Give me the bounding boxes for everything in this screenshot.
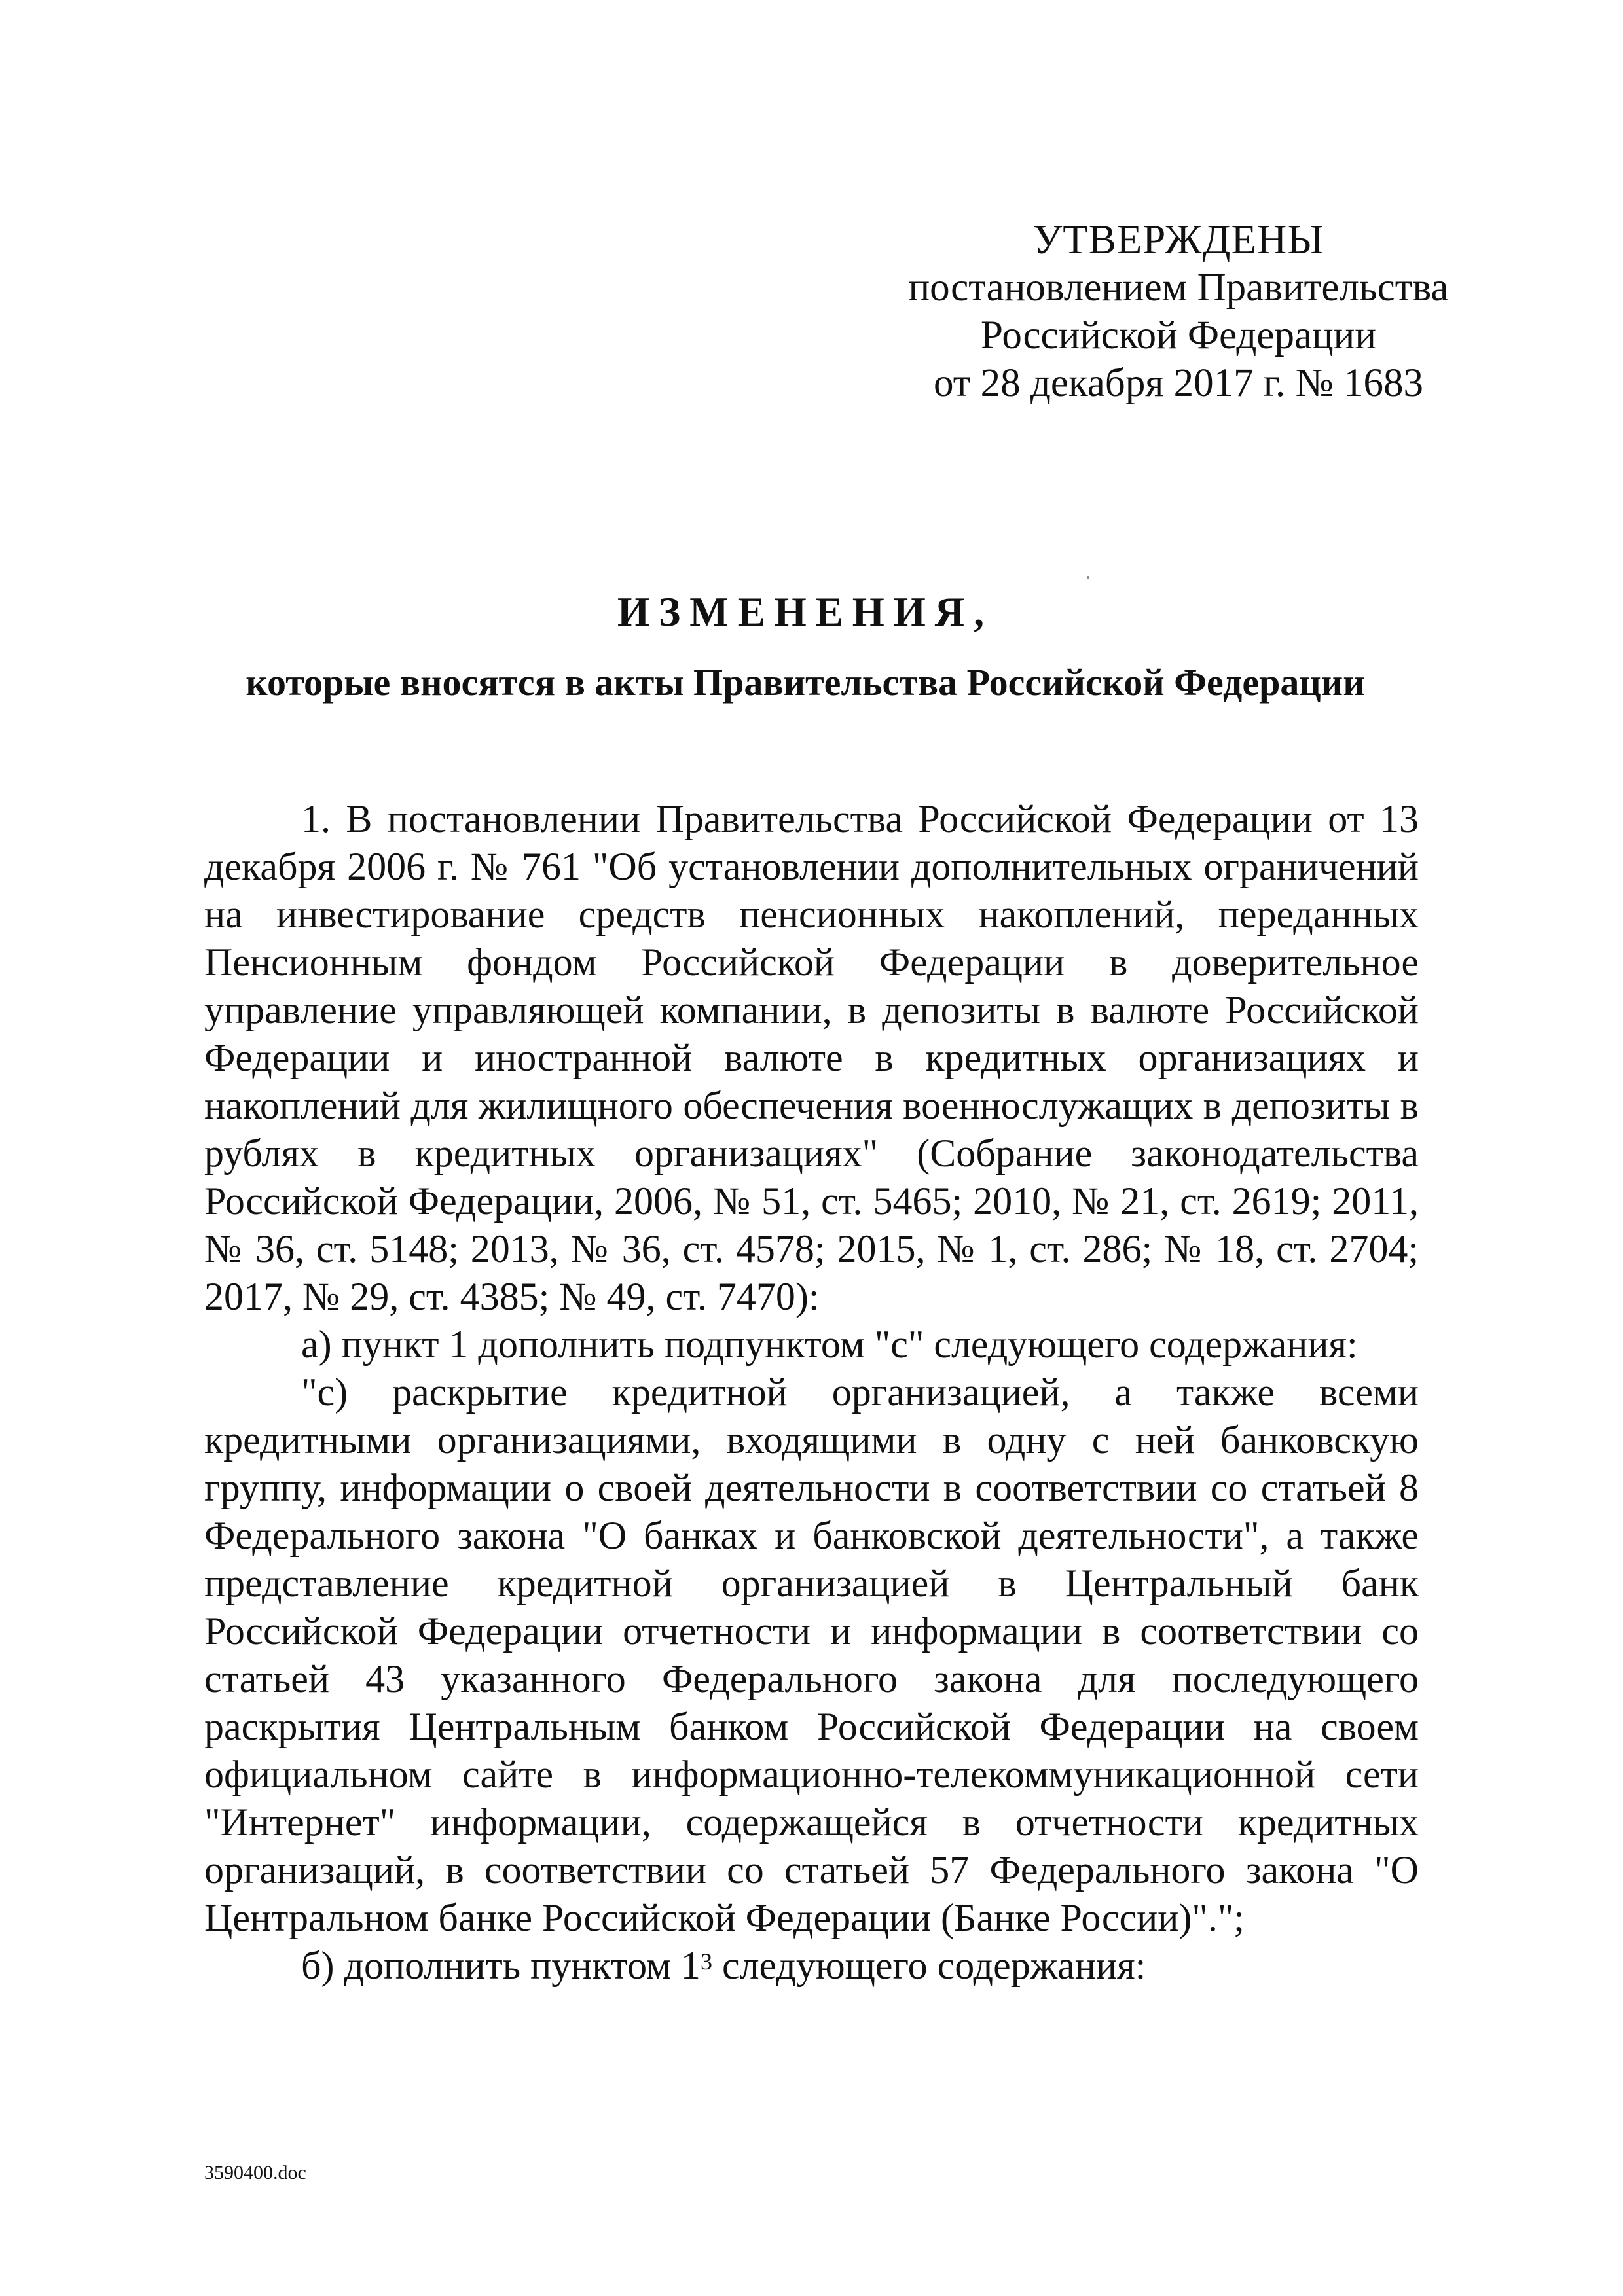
title-subtitle: которые вносятся в акты Правительства Российской Федерации <box>246 661 1365 704</box>
approval-line-2: Российской Федерации <box>981 314 1376 357</box>
paragraph-4-superscript: 3 <box>700 1948 712 1975</box>
document-title <box>196 586 1414 709</box>
paragraph-2: а) пункт 1 дополнить подпунктом "c" следующего содержания: <box>301 1323 1358 1366</box>
approval-block <box>851 216 1506 407</box>
paragraph-4-end: следующего содержания: <box>712 1944 1146 1987</box>
scan-speck <box>1087 576 1089 579</box>
paragraph-1: 1. В постановлении Правительства Российской Федерации от 13 декабря 2006 г. № 761 "Об установлении дополнительных ограничений на инвестирование средств пенсионных накоплений, переданных Пенсионным фондом Российской Федерации в доверительное управление управляющей компании, в депозиты в валюте Российской Федерации и иностранной валюте в кредитных организациях и накоплений для жилищного обеспечения военнослужащих в депозиты в рублях в кредитных организациях" (Собрание законодательства Российской Федерации, 2006, № 51, ст. 5465; 2010, № 21, ст. 2619; 2011, № 36, ст. 5148; 2013, № 36, ст. 4578; 2015, № 1, ст. 286; № 18, ст. 2704; 2017, № 29, ст. 4385; № 49, ст. 7470): <box>204 797 1419 1318</box>
paragraph-4-start: б) дополнить пунктом 1 <box>301 1944 701 1987</box>
approval-heading: УТВЕРЖДЕНЫ <box>1032 217 1324 262</box>
paragraph-3: "c) раскрытие кредитной организацией, а также всеми кредитными организациями, входящими в одну с ней банковскую группу, информации о своей деятельности в соответствии со статьей 8 Федерального закона "О банках и банковской деятельности", а также представление кредитной организацией в Центральный банк Российской Федерации отчетности и информации в соответствии со статьей 43 указанного Федерального закона для последующего раскрытия Центральным банком Российской Федерации на своем официальном сайте в информационно-телекоммуникационной сети "Интернет" информации, содержащейся в отчетности кредитных организаций, в соответствии со статьей 57 Федерального закона "О Центральном банке Российской Федерации (Банке России)"."; <box>204 1371 1419 1939</box>
document-body <box>204 795 1419 1990</box>
approval-line-3: от 28 декабря 2017 г. № 1683 <box>934 361 1423 405</box>
paragraph-4 <box>204 1942 1419 1990</box>
footer-filename: 3590400.doc <box>204 2162 306 2183</box>
approval-line-1: постановлением Правительства <box>908 266 1449 310</box>
title-main: ИЗМЕНЕНИЯ, <box>617 589 994 635</box>
